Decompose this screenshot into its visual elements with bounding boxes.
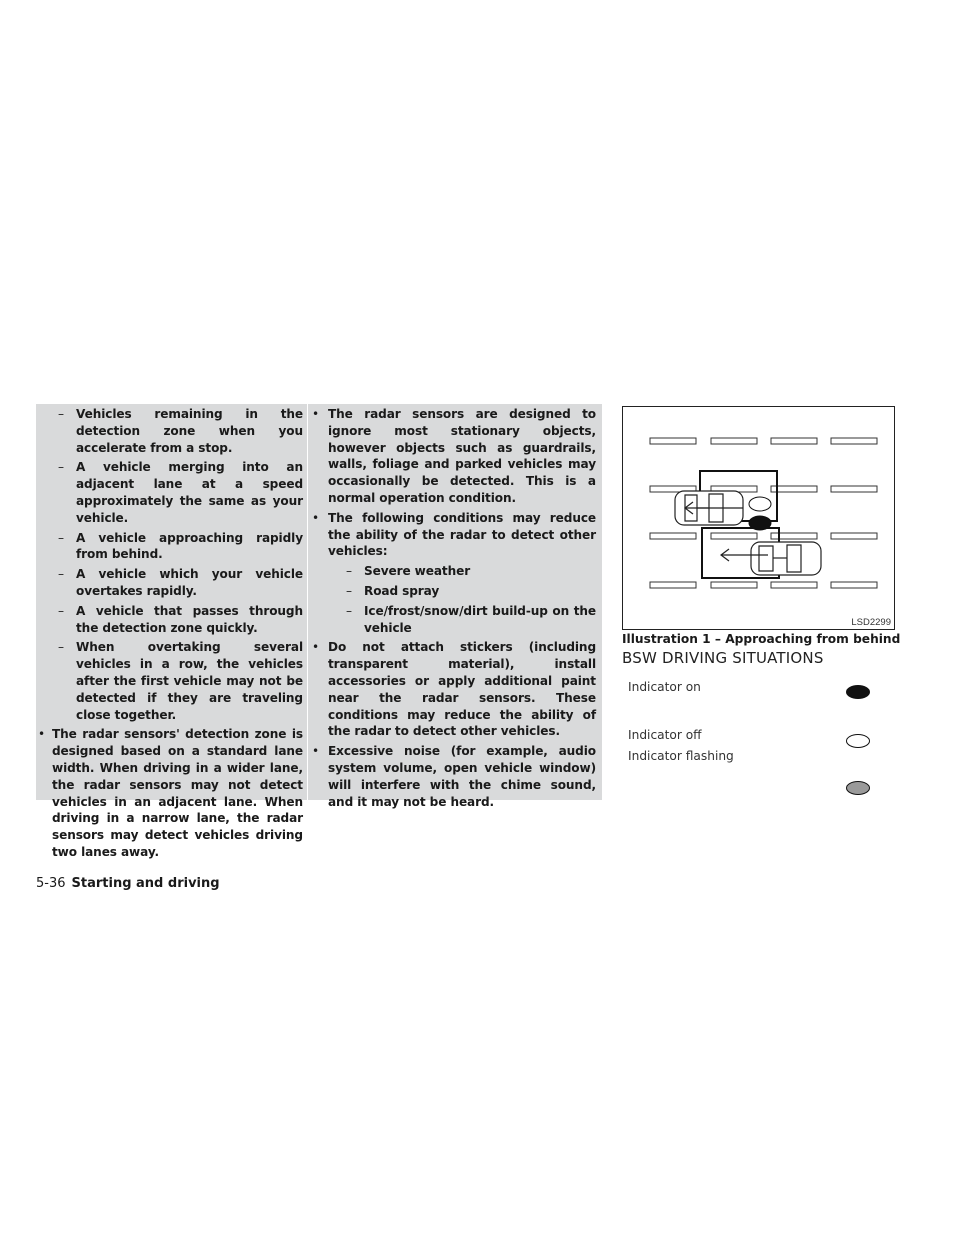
lane-marking: [831, 438, 877, 444]
section-title: BSW DRIVING SITUATIONS: [622, 649, 824, 667]
list-item: – Severe weather: [346, 564, 471, 579]
lane-marking: [711, 438, 757, 444]
list-item: – A vehicle that passes through the detection zone quickly.: [58, 603, 303, 635]
list-item: – Ice/frost/snow/dirt build-up on the vehicle: [346, 603, 596, 635]
lane-marking: [711, 533, 757, 539]
legend-label-flashing: Indicator flashing: [628, 749, 734, 763]
indicator-off-icon: [749, 497, 771, 511]
legend-label-off: Indicator off: [628, 728, 702, 742]
bullet-item: • Excessive noise (for example, audio system volume, open vehicle window) will interfere with the chime sound, and it may not be heard.: [312, 744, 596, 809]
bullet-item: • The following conditions may reduce the ability of the radar to detect other vehicles:: [312, 510, 596, 559]
legend-label-on: Indicator on: [628, 680, 701, 694]
indicator-flashing-icon: [845, 780, 871, 796]
lane-marking: [831, 486, 877, 492]
bullet-item: • The radar sensors' detection zone is designed based on a standard lane width. When driving in a wider lane, the radar sensors may not detect vehicles in an adjacent lane. When driving in a narrow lane, the radar sensors may detect vehicles driving two lanes away.: [38, 727, 303, 859]
lane-marking: [650, 533, 696, 539]
lane-marking: [650, 438, 696, 444]
figure-code: LSD2299: [851, 617, 891, 628]
approaching-vehicle-icon: [751, 542, 821, 575]
page-number: 5-36: [36, 876, 66, 891]
indicator-on-icon: [749, 516, 771, 530]
text-column-left: [36, 404, 307, 859]
lane-marking: [771, 438, 817, 444]
indicator-off-icon: [845, 733, 871, 749]
list-item: – A vehicle approaching rapidly from behind.: [58, 530, 303, 562]
lane-marking: [771, 582, 817, 588]
lane-marking: [771, 533, 817, 539]
lane-marking: [711, 582, 757, 588]
lane-marking: [650, 582, 696, 588]
list-item: – A vehicle merging into an adjacent lane at a speed approximately the same as your vehicle.: [58, 460, 303, 525]
illustration-approaching-from-behind: [622, 406, 895, 630]
footer-section: Starting and driving: [71, 876, 220, 891]
lane-marking: [831, 582, 877, 588]
list-item: – A vehicle which your vehicle overtakes rapidly.: [58, 567, 303, 598]
road-diagram: [623, 407, 894, 629]
list-item: – Road spray: [346, 583, 440, 598]
page-footer: [36, 876, 220, 891]
indicator-on-icon: [845, 684, 871, 700]
list-item: – Vehicles remaining in the detection zone when you accelerate from a stop.: [58, 407, 303, 455]
bullet-item: • Do not attach stickers (including transparent material), install accessories or apply additional paint near the radar sensors. These conditions may reduce the ability of the radar to detect other vehicles.: [312, 640, 596, 739]
lane-marking: [831, 533, 877, 539]
bullet-item: • The radar sensors are designed to ignore most stationary objects, however objects such as guardrails, walls, foliage and parked vehicles may occasionally be detected. This is a normal operation condition.: [312, 407, 596, 505]
figure-caption: Illustration 1 – Approaching from behind: [622, 632, 901, 646]
list-item: – When overtaking several vehicles in a row, the vehicles after the first vehicle may not be detected if they are traveling close together.: [58, 640, 303, 722]
text-column-middle: [308, 404, 602, 809]
